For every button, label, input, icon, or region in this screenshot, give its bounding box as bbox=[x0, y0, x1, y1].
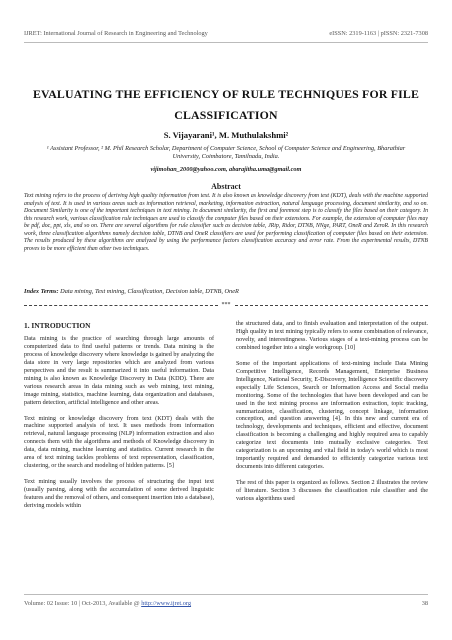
paper-authors: S. Vijayarani¹, M. Muthulakshmi² bbox=[163, 130, 289, 140]
body-column-right bbox=[236, 321, 428, 512]
separator-dash-right bbox=[235, 305, 429, 306]
paragraph: Text mining usually involves the process of structuring the input text (usually parsing, along with the accumulation of some derived linguistic features and the removal of others, and consequent insertion into a database), deriving models within bbox=[24, 479, 214, 510]
author-affiliation: ¹ Assistant Professor, ² M. Phil Research Scholar, Department of Computer Science, School of Computer Science and Engineering, Bharathiar University, Coimbatore, Tamilnadu, India. bbox=[46, 145, 406, 161]
page-number: 38 bbox=[421, 600, 428, 607]
paragraph: The rest of this paper is organized as follows. Section 2 illustrates the review of literature. Section 3 discusses the classification rule classifier and the various algorithms used bbox=[236, 480, 428, 503]
footer-divider bbox=[24, 594, 428, 595]
paragraph: Data mining is the practice of searching through large amounts of computerized data to find useful patterns or trends. Data mining is the process of knowledge discovery where knowledge is gained by analyzing the data store in very large repositories which are analyzed from various perspectives and the result is summarized it into useful information. Data mining is also known as Knowledge Discovery in Data (KDD). There are various research areas in data mining such as web mining, text mining, image mining, statistics, machine learning, data organization and databases, pattern detection, artificial intelligence and other areas. bbox=[24, 335, 214, 406]
separator-dash-left bbox=[24, 305, 218, 306]
author-emails[interactable]: vijimohan_2000@yahoo.com, abarajitha.uma@gmail.com bbox=[150, 166, 302, 173]
separator-stars: *** bbox=[221, 302, 231, 308]
paragraph: the structured data, and to finish evaluation and interpretation of the output. High quality in text mining typically refers to some combination of relevance, novelty, and interestingness. Various stages of a text-mining process can be combined together into a single workgroup. [10] bbox=[236, 321, 428, 351]
index-terms bbox=[24, 288, 428, 295]
section-heading-introduction: 1. INTRODUCTION bbox=[24, 321, 91, 330]
abstract-heading: Abstract bbox=[211, 182, 241, 191]
header-divider bbox=[24, 42, 428, 43]
section-separator bbox=[24, 302, 428, 308]
paper-title: EVALUATING THE EFFICIENCY OF RULE TECHNIQUES FOR FILE CLASSIFICATION bbox=[32, 87, 420, 122]
body-column-left bbox=[24, 322, 214, 519]
paragraph: Some of the important applications of text-mining include Data Mining Competitive Intelligence, Records Management, Enterprise Business Intelligence, National Security, E-Discovery, Intelligence Scientific discovery especially Life Sciences, Search or Information Access and Social media monitoring. Some of the technologies that have been developed and can be used in the text mining process are information extraction, topic tracking, summarization, classification, clustering, concept linkage, information conception, and question answering [4]. In this new and current era of technology, developments and techniques, efficient and effective, document classification is becoming a challenging and highly required area to capably categorize text documents into mutually exclusive categories. Text categorization is an upcoming and vital field in today's world which is most importantly required and demanded to efficiently categorize various text documents into different categories. bbox=[236, 360, 428, 471]
footer-volume-text: Volume: 02 Issue: 10 | Oct-2013, Available @ bbox=[24, 600, 142, 607]
index-terms-value: Data mining, Text mining, Classification, Decision table, DTNB, OneR bbox=[58, 288, 239, 295]
paragraph: Text mining or knowledge discovery from text (KDT) deals with the machine supported analysis of text. It uses methods from information retrieval, natural language processing (NLP) information extraction and also connects them with the algorithms and methods of Knowledge discovery in data, data mining, machine learning and statistics. Current research in the area of text mining tackles problems of text representation, classification, clustering, or the search and modeling of hidden patterns. [5] bbox=[24, 415, 214, 470]
journal-header bbox=[24, 30, 428, 37]
index-terms-label: Index Terms: bbox=[24, 288, 59, 295]
footer-volume bbox=[24, 600, 191, 607]
journal-name: IJRET: International Journal of Research in Engineering and Technology bbox=[24, 30, 208, 37]
journal-issn: eISSN: 2319-1163 | pISSN: 2321-7308 bbox=[329, 30, 428, 37]
footer-url-link[interactable]: http://www.ijret.org bbox=[141, 600, 192, 607]
abstract-body: Text mining refers to the process of deriving high quality information from text. It is also known as knowledge discovery from text (KDT), deals with the machine supported analysis of text. It is used in various areas such as information retrieval, marketing, information extraction, natural language processing, document similarity, and so on. Document Similarity is one of the important techniques in text mining. In document similarity, the first and foremost step is to classify the files based on their category. In this research work, various classification rule techniques are used to classify the computer files based on their extensions. For example, the extension of computer files may be pdf, doc, ppt, xls, and so on. There are several algorithms for rule classifier such as decision table, JRip, Ridor, DTNB, NNge, PART, OneR and ZeroR. In this research work, three classification algorithms namely decision table, DTNB and OneR classifiers are used for performing classification of computer files based on their extension. The results produced by these algorithms are analyzed by using the performance factors classification accuracy and error rate. From the experimental results, DTNB proves to be more efficient than other two techniques. bbox=[24, 193, 428, 252]
journal-footer bbox=[24, 600, 428, 607]
